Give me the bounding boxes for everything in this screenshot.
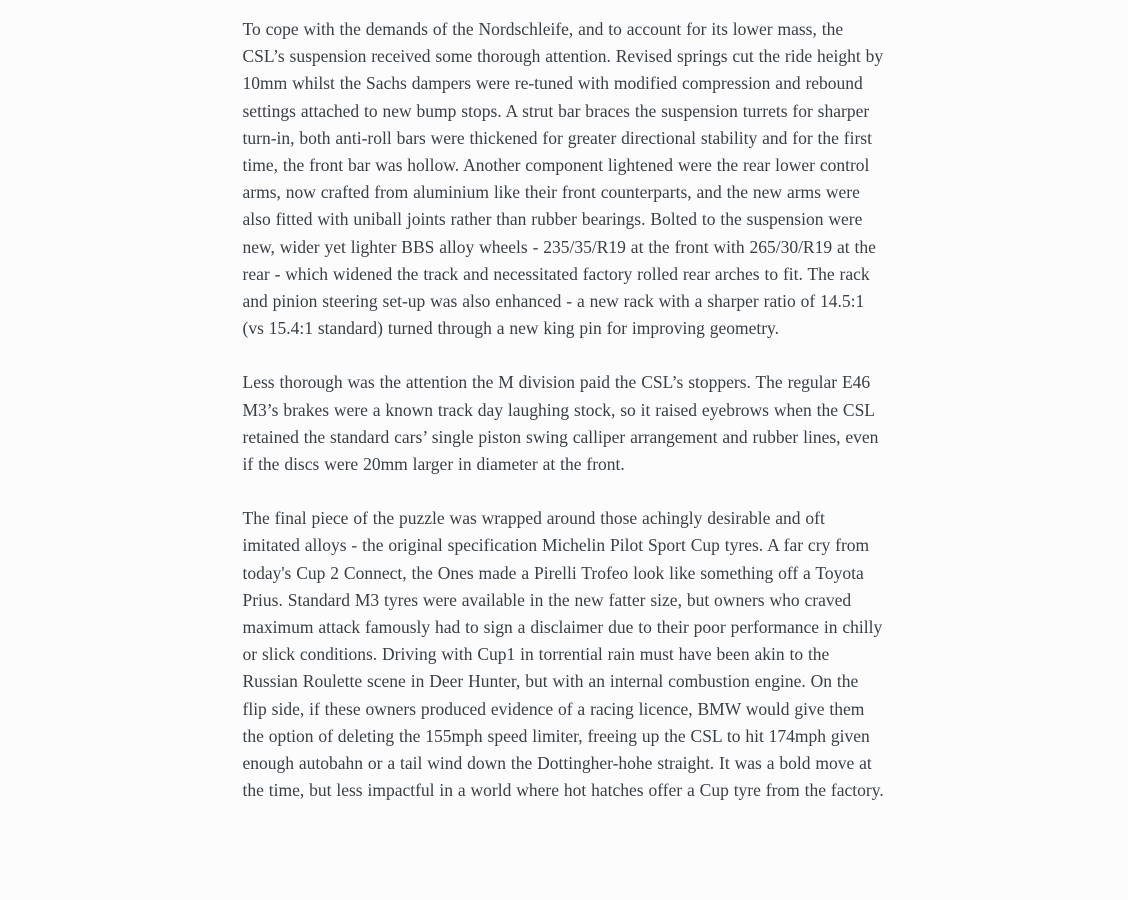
paragraph-brakes: Less thorough was the attention the M division paid the CSL’s stoppers. The regular E46 M3’s brakes were a known track day laughing stock, so it raised eyebrows when the CSL retained the standard cars’ single piston swing calliper arrangement and rubber lines, even if the discs were 20mm larger in diameter at the front. <box>242 372 879 475</box>
paragraph-tyres: The final piece of the puzzle was wrapped around those achingly desirable and oft imitated alloys - the original specification Michelin Pilot Sport Cup tyres. A far cry from today's Cup 2 Connect, the Ones made a Pirelli Trofeo look like something off a Toyota Prius. Standard M3 tyres were available in the new fatter size, but owners who craved maximum attack famously had to sign a disclaimer due to their poor performance in chilly or slick conditions. Driving with Cup1 in torrential rain must have been akin to the Russian Roulette scene in Deer Hunter, but with an internal combustion engine. On the flip side, if these owners produced evidence of a racing licence, BMW would give them the option of deleting the 155mph speed limiter, freeing up the CSL to hit 174mph given enough autobahn or a tail wind down the Dottingher-hohe straight. It was a bold move at the time, but less impactful in a world where hot hatches offer a Cup tyre from the factory. <box>242 508 884 801</box>
paragraph-suspension: To cope with the demands of the Nordschleife, and to account for its lower mass, the CSL’s suspension received some thorough attention. Revised springs cut the ride height by 10mm whilst the Sachs dampers were re-tuned with modified compression and rebound settings attached to new bump stops. A strut bar braces the suspension turrets for sharper turn-in, both anti-roll bars were thickened for greater directional stability and for the first time, the front bar was hollow. Another component lightened were the rear lower control arms, now crafted from aluminium like their front counterparts, and the new arms were also fitted with uniball joints rather than rubber bearings. Bolted to the suspension were new, wider yet lighter BBS alloy wheels - 235/35/R19 at the front with 265/30/R19 at the rear - which widened the track and necessitated factory rolled rear arches to fit. The rack and pinion steering set-up was also enhanced - a new rack with a sharper ratio of 14.5:1 (vs 15.4:1 standard) turned through a new king pin for improving geometry. <box>242 19 884 339</box>
article-body <box>243 0 886 804</box>
